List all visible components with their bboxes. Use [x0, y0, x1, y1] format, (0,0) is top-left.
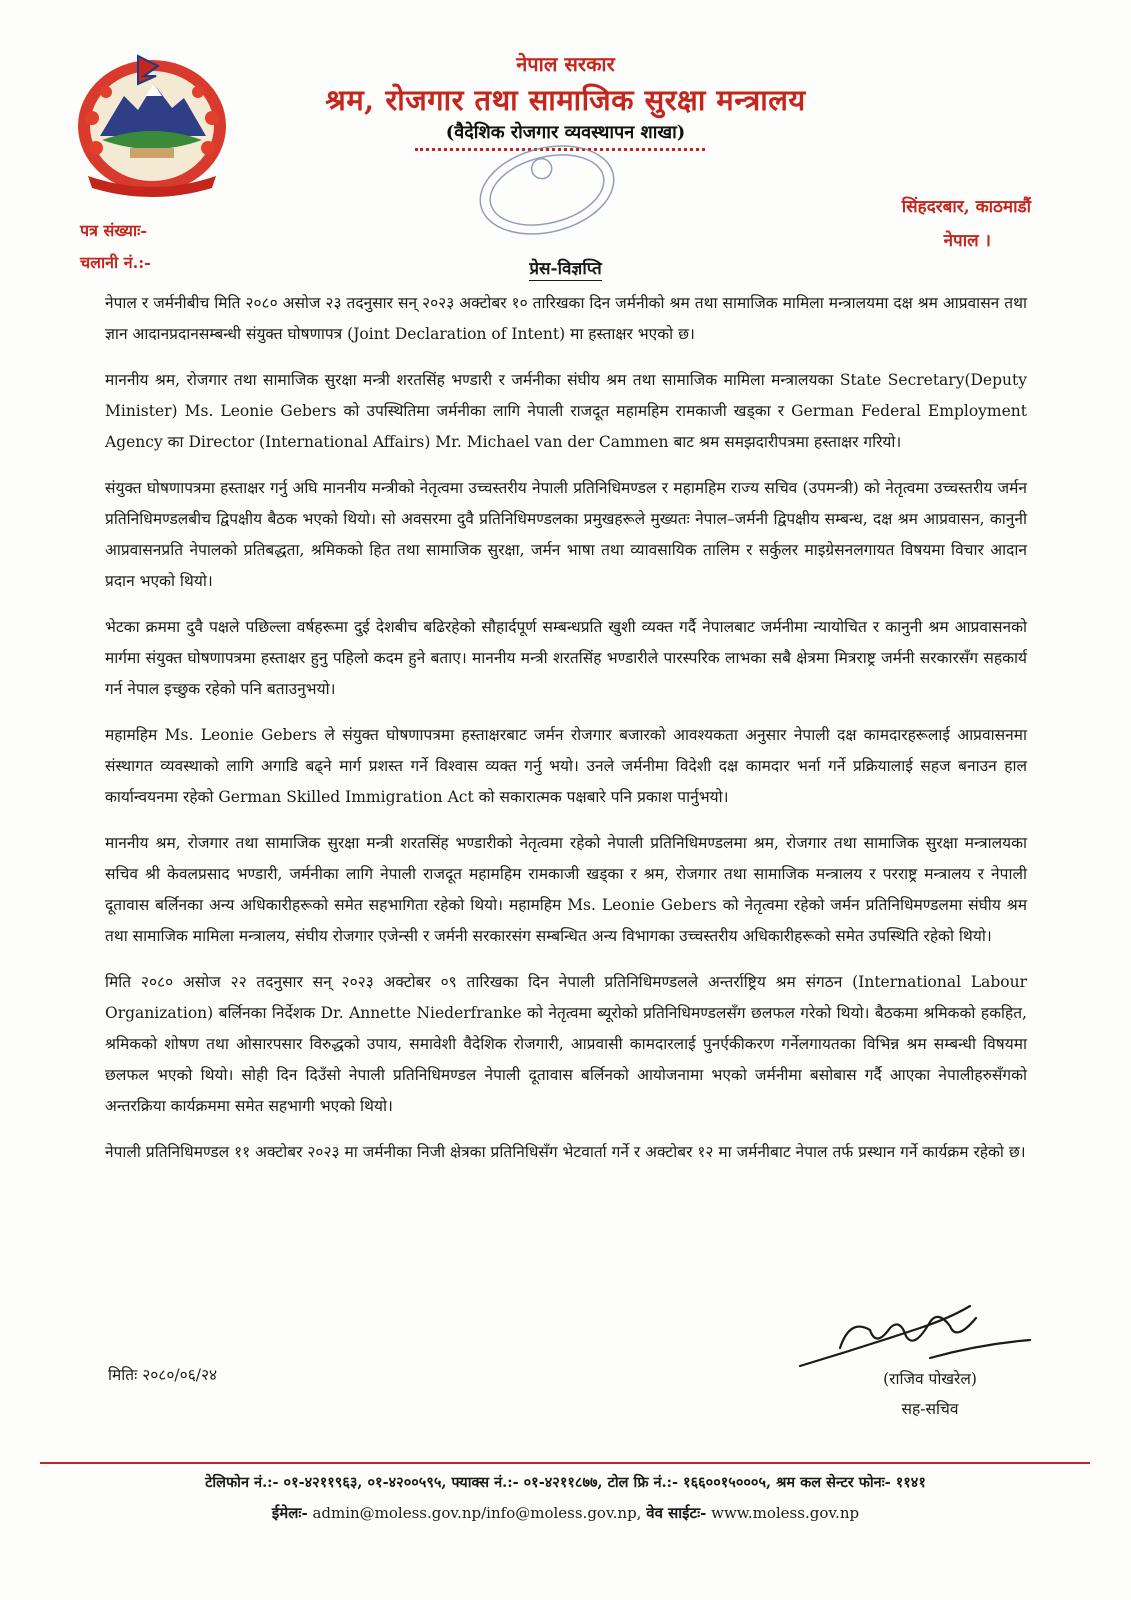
body-paragraph-4: भेटका क्रममा दुवै पक्षले पछिल्ला वर्षहरूमा दुई देशबीच बढिरहेको सौहार्दपूर्ण सम्बन्धप्रति खुशी व्यक्त गर्दै नेपालबाट जर्मनीमा न्यायोचित र कानुनी श्रम आप्रवासनको मार्गमा संयुक्त घोषणापत्रमा हस्ताक्षर हुनु पहिलो कदम हुने बताए। माननीय मन्त्री शरतसिंह भण्डारीले पारस्परिक लाभका सबै क्षेत्रमा मित्रराष्ट्र जर्मनी सरकारसँग सहकार्य गर्न नेपाल इच्छुक रहेको पनि बताउनुभयो। — [105, 618, 1027, 698]
body-paragraph-5: महामहिम Ms. Leonie Gebers ले संयुक्त घोषणापत्रमा हस्ताक्षरबाट जर्मन रोजगार बजारको आवश्यकता अनुसार नेपाली दक्ष कामदारहरूलाई आप्रवासनमा संस्थागत व्यवस्थाको लागि अगाडि बढ्ने मार्ग प्रशस्त गर्ने विश्वास व्यक्त गर्नु भयो। उनले जर्मनीमा विदेशी दक्ष कामदार भर्ना गर्ने प्रक्रियालाई सहज बनाउन हाल कार्यान्वयनमा रहेको German Skilled Immigration Act को सकारात्मक पक्षबारे पनि प्रकाश पार्नुभयो। — [105, 726, 1027, 806]
press-release-title — [0, 256, 1131, 279]
letter-number-label: पत्र संख्याः- — [80, 221, 147, 240]
website-link[interactable]: www.moless.gov.np — [711, 1504, 860, 1522]
address-line-1: सिंहदरबार, काठमाडौं — [901, 197, 1031, 217]
signatory-name: (राजिव पोखरेल) — [883, 1370, 977, 1388]
press-release-body — [105, 288, 1027, 1183]
dispatch-number-label: चलानी नं.:- — [80, 253, 151, 272]
document-date: मितिः २०८०/०६/२४ — [108, 1366, 218, 1384]
branch-heading: (वैदेशिक रोजगार व्यवस्थापन शाखा) — [445, 122, 686, 143]
press-release-title-text: प्रेस-विज्ञप्ति — [529, 259, 602, 279]
body-paragraph-1: नेपाल र जर्मनीबीच मिति २०८० असोज २३ तदनुसार सन् २०२३ अक्टोबर १० तारिखका दिन जर्मनीको श्रम तथा सामाजिक मामिला मन्त्रालयमा दक्ष श्रम आप्रवासन तथा ज्ञान आदानप्रदानसम्बन्धी संयुक्त घोषणापत्र (Joint Declaration of Intent) मा हस्ताक्षर भएको छ। — [105, 294, 1027, 343]
email-link[interactable]: admin@moless.gov.np/info@moless.gov.np, — [312, 1504, 642, 1522]
address-block — [902, 190, 1031, 258]
ministry-heading: श्रम, रोजगार तथा सामाजिक सुरक्षा मन्त्रालय — [325, 83, 806, 117]
website-label: वेव साईटः- — [646, 1504, 707, 1522]
government-heading: नेपाल सरकार — [516, 52, 615, 76]
body-paragraph-3: संयुक्त घोषणापत्रमा हस्ताक्षर गर्नु अघि माननीय मन्त्रीको नेतृत्वमा उच्चस्तरीय नेपाली प्रतिनिधिमण्डल र महामहिम राज्य सचिव (उपमन्त्री) को नेतृत्वमा उच्चस्तरीय जर्मन प्रतिनिधिमण्डलबीच द्विपक्षीय बैठक भएको थियो। सो अवसरमा दुवै प्रतिनिधिमण्डलका प्रमुखहरूले मुख्यतः नेपाल–जर्मनी द्विपक्षीय सम्बन्ध, दक्ष श्रम आप्रवासन, कानुनी आप्रवासनप्रति नेपालको प्रतिबद्धता, श्रमिकको हित तथा सामाजिक सुरक्षा, जर्मन भाषा तथा व्यावसायिक तालिम र सर्कुलर माइग्रेसनलगायत विषयमा विचार आदान प्रदान भएको थियो। — [105, 479, 1027, 590]
footer-contact-line: टेलिफोन नं.:- ०१-४२११९६३, ०१-४२००५९५, फ्याक्स नं.:- ०१-४२११८७७, टोल फ्रि नं.:- १६६००१५०००५, श्रम कल सेन्टर फोनः- ११४१ — [205, 1474, 926, 1491]
body-paragraph-7: मिति २०८० असोज २२ तदनुसार सन् २०२३ अक्टोबर ०९ तारिखका दिन नेपाली प्रतिनिधिमण्डलले अन्तर्राष्ट्रिय श्रम संगठन (International Labour Organization) बर्लिनका निर्देशक Dr. Annette Niederfranke को नेतृत्वमा ब्यूरोको प्रतिनिधिमण्डलसँग छलफल गरेको थियो। बैठकमा श्रमिकको हकहित, श्रमिकको शोषण तथा ओसारपसार विरुद्धको उपाय, समावेशी वैदेशिक रोजगारी, आप्रवासी कामदारलाई पुनर्एकीकरण गर्नेलगायतका विभिन्न श्रम सम्बन्धी विषयमा छलफल भएको थियो। सोही दिन दिउँसो नेपाली प्रतिनिधिमण्डल नेपाली दूतावास बर्लिनको आयोजनामा भएको जर्मनीमा बसोबास गर्दै आएका नेपालीहरुसँगको अन्तरक्रिया कार्यक्रममा समेत सहभागी भएको थियो। — [105, 973, 1028, 1115]
footer-divider — [40, 1462, 1090, 1464]
body-paragraph-2: माननीय श्रम, रोजगार तथा सामाजिक सुरक्षा मन्त्री शरतसिंह भण्डारी र जर्मनीका संघीय श्रम तथा सामाजिक मामिला मन्त्रालयका State Secretary(Deputy Minister) Ms. Leonie Gebers को उपस्थितिमा जर्मनीका लागि नेपाली राजदूत महामहिम रामकाजी खड्का र German Federal Employment Agency का Director (International Affairs) Mr. Michael van der Cammen बाट श्रम समझदारीपत्रमा हस्ताक्षर गरियो। — [105, 371, 1027, 451]
footer-web-line — [0, 1503, 1131, 1523]
address-line-2: नेपाल । — [943, 231, 991, 251]
body-paragraph-8: नेपाली प्रतिनिधिमण्डल ११ अक्टोबर २०२३ मा जर्मनीका निजी क्षेत्रका प्रतिनिधिसँग भेटवार्ता गर्ने र अक्टोबर १२ मा जर्मनीबाट नेपाल तर्फ प्रस्थान गर्ने कार्यक्रम रहेको छ। — [105, 1143, 1026, 1161]
official-seal-stamp — [462, 130, 632, 250]
body-paragraph-6: माननीय श्रम, रोजगार तथा सामाजिक सुरक्षा मन्त्री शरतसिंह भण्डारीको नेतृत्वमा रहेको नेपाली प्रतिनिधिमण्डलमा श्रम, रोजगार तथा सामाजिक सुरक्षा मन्त्रालयका सचिव श्री केवलप्रसाद भण्डारी, जर्मनीका लागि नेपाली राजदूत महामहिम रामकाजी खड्का र श्रम, रोजगार तथा सामाजिक मन्त्रालय र परराष्ट्र मन्त्रालय र नेपाली दूतावास बर्लिनका अन्य अधिकारीहरूको समेत सहभागिता रहेको थियो। महामहिम Ms. Leonie Gebers को नेतृत्वमा रहेको जर्मन प्रतिनिधिमण्डलमा संघीय श्रम तथा सामाजिक मामिला मन्त्रालय, संघीय रोजगार एजेन्सी र जर्मनी सरकारसंग सम्बन्धित अन्य विभागका उच्चस्तरीय अधिकारीहरूको समेत उपस्थिति रहेको थियो। — [105, 834, 1027, 945]
email-label: ईमेलः- — [271, 1504, 308, 1522]
signatory-title: सह-सचिव — [901, 1400, 959, 1418]
signatory-block — [870, 1364, 990, 1424]
